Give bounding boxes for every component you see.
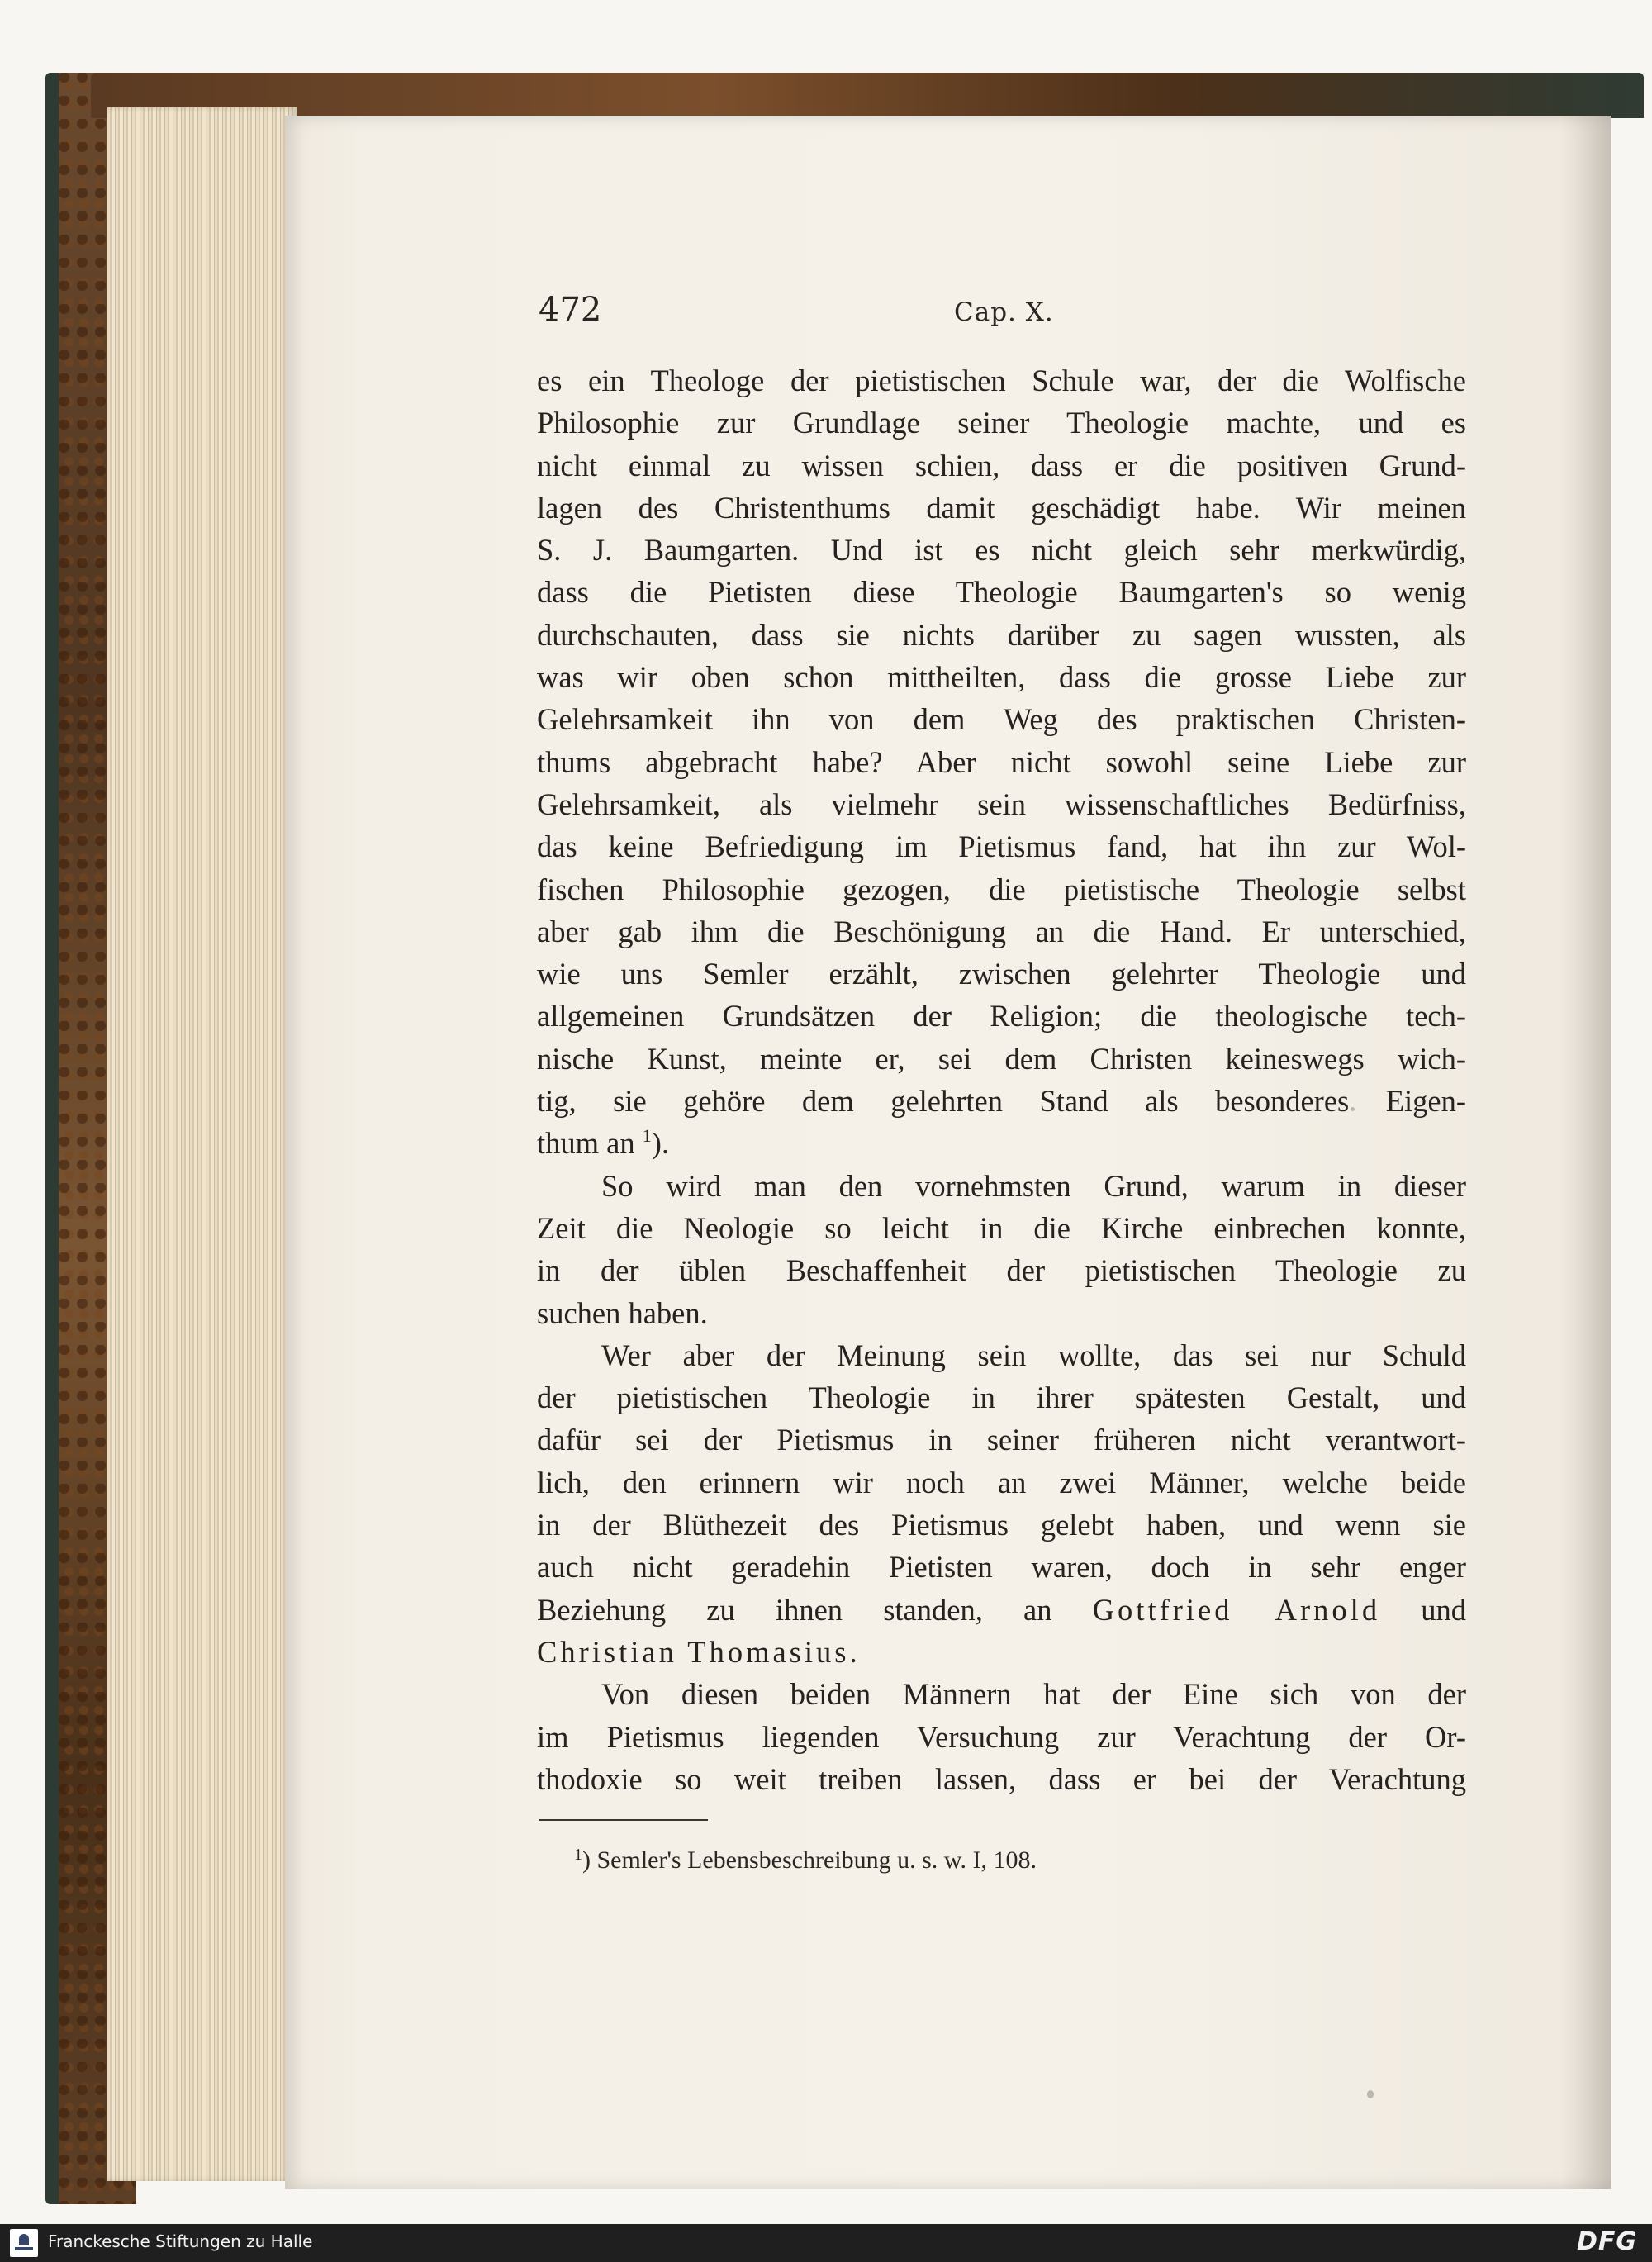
footnote [574, 1846, 1037, 1875]
text-line: durchschauten, dass sie nichts darüber zu sagen wussten, als [537, 617, 1466, 652]
text-line [537, 1631, 1466, 1673]
text-line: fischen Philosophie gezogen, die pietistische Theologie selbst [537, 872, 1466, 906]
text-line: auch nicht geradehin Pietisten waren, doch in sehr enger [537, 1550, 1466, 1585]
person-name-arnold: Gottfried Arnold [1092, 1592, 1381, 1627]
body-text [537, 359, 1466, 1800]
bottom-banner [0, 2224, 1652, 2262]
running-head: Cap. X. [954, 297, 1054, 327]
text-line: in der üblen Beschaffenheit der pietistischen Theologie zu [537, 1253, 1466, 1288]
text-line: thums abgebracht habe? Aber nicht sowohl seine Liebe zur [537, 744, 1466, 779]
text-line: dass die Pietisten diese Theologie Baumgarten's so wenig [537, 575, 1466, 610]
text-line: thodoxie so weit treiben lassen, dass er bei der Verachtung [537, 1761, 1466, 1796]
text-line: nische Kunst, meinte er, sei dem Christen keineswegs wich- [537, 1041, 1466, 1076]
text-line: dafür sei der Pietismus in seiner früheren nicht verantwort- [537, 1423, 1466, 1457]
text-line: Zeit die Neologie so leicht in die Kirche einbrechen konnte, [537, 1210, 1466, 1245]
text-line: nicht einmal zu wissen schien, dass er die positiven Grund- [537, 448, 1466, 482]
page-number: 472 [539, 291, 602, 329]
text-line: Gelehrsamkeit, als vielmehr sein wissenschaftliches Bedürfniss, [537, 786, 1466, 821]
institution-name: Franckesche Stiftungen zu Halle [48, 2231, 313, 2251]
text-line: was wir oben schon mittheilten, dass die grosse Liebe zur [537, 660, 1466, 695]
text-line: Von diesen beiden Männern hat der Eine sich von der [601, 1677, 1466, 1712]
text-line: tig, sie gehöre dem gelehrten Stand als besonderes Eigen- [537, 1084, 1466, 1119]
text-line: wie uns Semler erzählt, zwischen gelehrter Theologie und [537, 957, 1466, 991]
text-line [537, 1589, 1466, 1631]
text-line: im Pietismus liegenden Versuchung zur Verachtung der Or- [537, 1719, 1466, 1754]
text-line: das keine Befriedigung im Pietismus fand, hat ihn zur Wol- [537, 829, 1466, 864]
text-line: S. J. Baumgarten. Und ist es nicht gleich sehr merkwürdig, [537, 533, 1466, 568]
text-fragment: thum an [537, 1126, 635, 1161]
page-fore-edges [107, 107, 297, 2181]
institution-logo-icon [10, 2229, 38, 2257]
text-line: es ein Theologe der pietistischen Schule war, der die Wolfische [537, 364, 1466, 397]
paper-spot [1367, 2090, 1374, 2098]
text-fragment: und [1421, 1592, 1467, 1627]
text-line: allgemeinen Grundsätzen der Religion; die theologische tech- [537, 999, 1466, 1034]
text-line: Gelehrsamkeit ihn von dem Weg des praktischen Christen- [537, 702, 1466, 737]
text-line: Philosophie zur Grundlage seiner Theologie machte, und es [537, 406, 1466, 440]
text-line [537, 1122, 1466, 1164]
footnote-marker: 1 [574, 1846, 582, 1864]
text-fragment: ). [651, 1126, 670, 1161]
footnote-rule [539, 1819, 708, 1821]
footnote-text: ) Semler's Lebensbeschreibung u. s. w. I, 108. [582, 1846, 1037, 1874]
text-fragment: Beziehung zu ihnen standen, an [537, 1592, 1052, 1627]
footnote-reference[interactable]: 1 [642, 1125, 652, 1147]
book-cover-top-edge [91, 73, 1644, 118]
text-line: So wird man den vornehmsten Grund, warum in dieser [601, 1168, 1466, 1203]
text-line: in der Blüthezeit des Pietismus gelebt haben, und wenn sie [537, 1508, 1466, 1542]
text-line: Wer aber der Meinung sein wollte, das sei nur Schuld [601, 1338, 1466, 1372]
text-line: lagen des Christenthums damit geschädigt habe. Wir meinen [537, 490, 1466, 525]
text-line: der pietistischen Theologie in ihrer spätesten Gestalt, und [537, 1380, 1466, 1415]
person-name-thomasius: Christian Thomasius [537, 1634, 850, 1669]
dfg-logo: DFG [1576, 2227, 1637, 2256]
text-line: suchen haben. [537, 1295, 708, 1330]
gutter-shadow [1561, 116, 1611, 2189]
text-fragment: . [849, 1634, 857, 1669]
text-line: aber gab ihm die Beschönigung an die Hand. Er unterschied, [537, 914, 1466, 948]
text-line: lich, den erinnern wir noch an zwei Männer, welche beide [537, 1465, 1466, 1499]
